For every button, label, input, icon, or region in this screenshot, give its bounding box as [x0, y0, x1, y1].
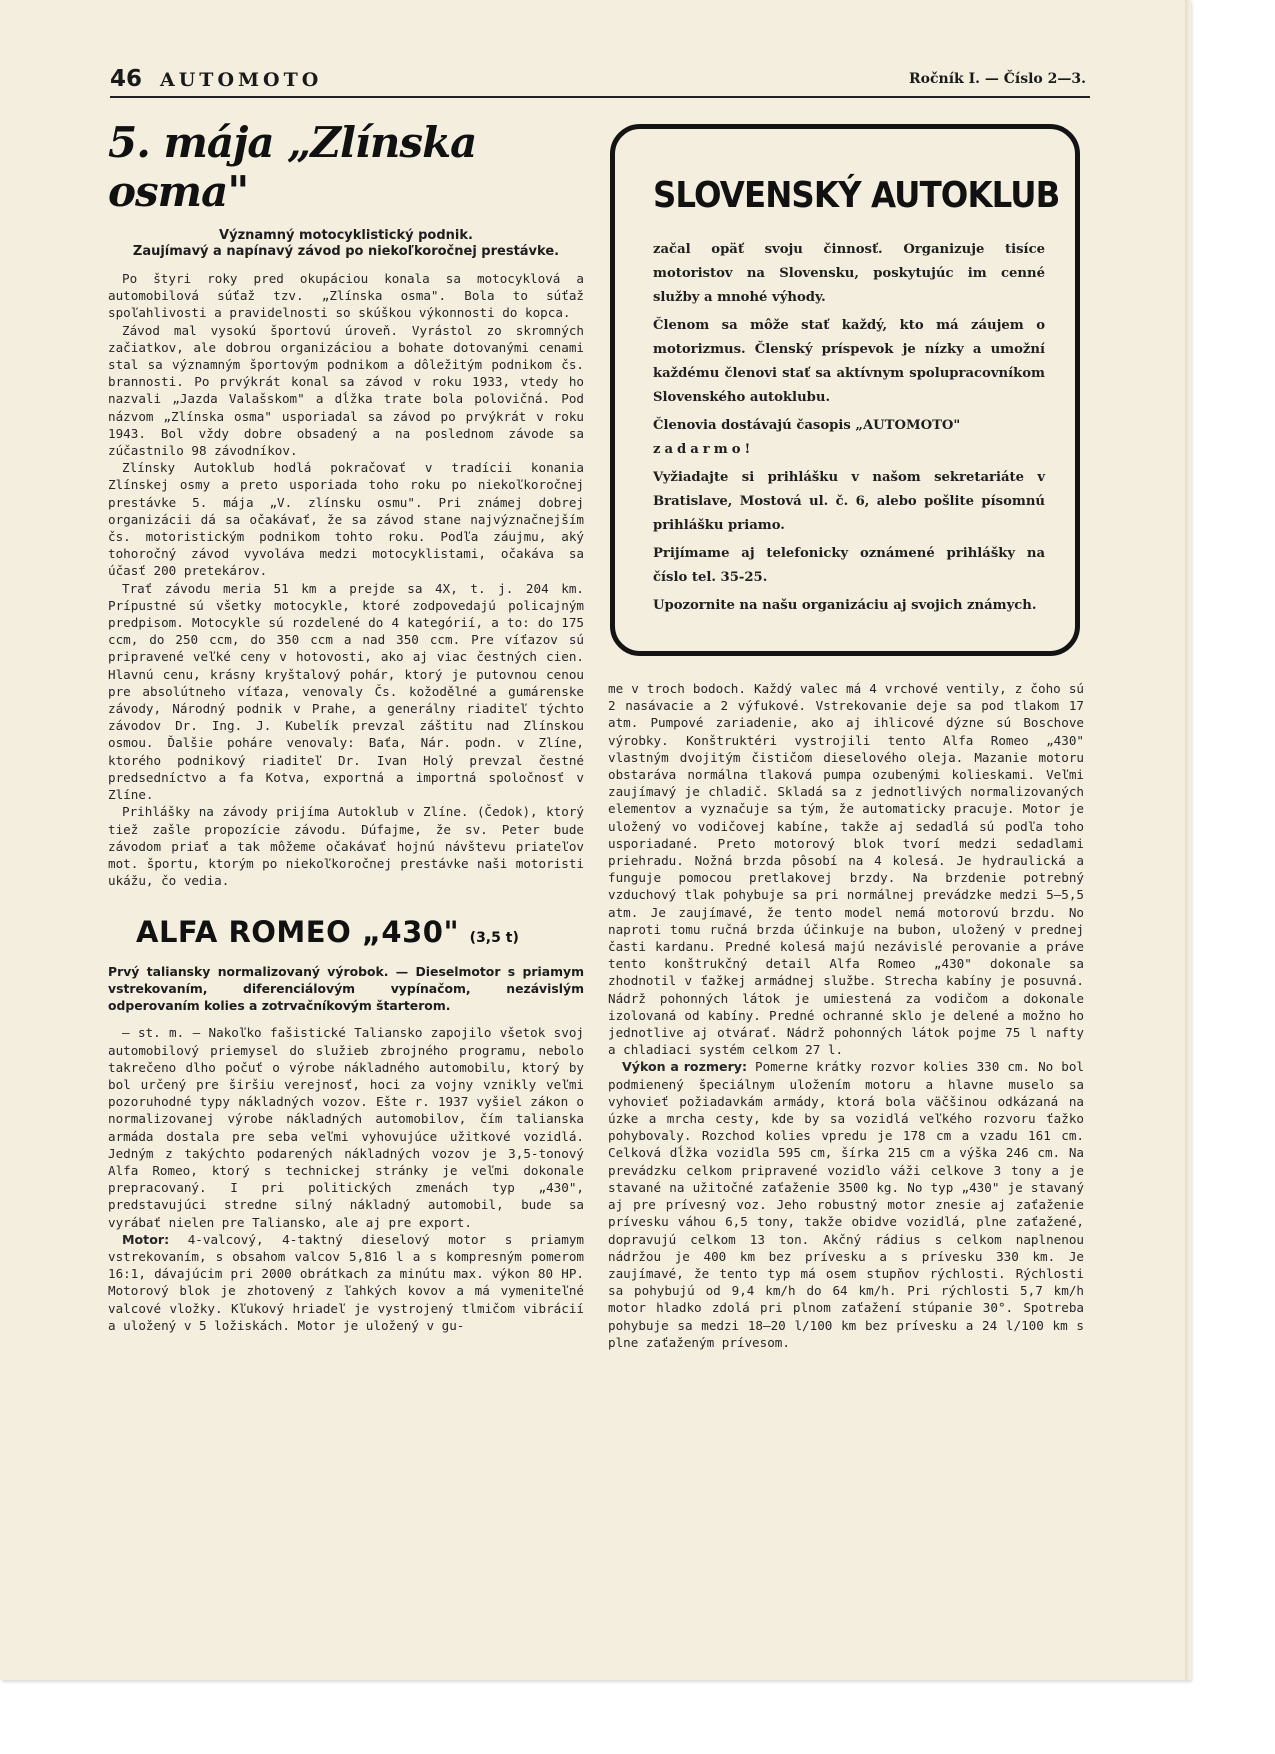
vykon-text: Pomerne krátky rozvor kolies 330 cm. No bol podmienený špeciálnym uložením motoru a hlavne muselo sa vyhovieť požiadavkám armády, ktorá bola väčšinou odkázaná na úzke a mrcha cesty, kde by sa vozidlá veľkého rozvoru ťažko pohybovaly. Rozchod kolies vpredu je 178 cm a vzadu 161 cm. Celková dĺžka vozidla 595 cm, šírka 215 cm a výška 246 cm. Na prevádzku celkom pripravené vozidlo váži celkove 3 tony a je stavané na užitočné zaťaženie 3500 kg. No typ „430" je stavaný aj pre prívesný voz. Jeho robustný motor znesie aj zaťaženie prívesku váhou 6,5 tony, takže obidve vozidlá, plne zaťažené, dopravujú celkom 13 ton. Akčný rádius s celkom naplnenou nádržou je 400 km bez prívesku a s prívesku 330 km. Je zaujímavé, že tento typ má osem stupňov rýchlosti. Rýchlosti sa pohybujú od 9,4 km/h do 64 km/h. Pri rýchlosti 5,7 km/h motor hladko zdolá pri plnom zaťažení stúpanie 30°. Spotreba pohybuje sa medzi 18—20 l/100 km bez prívesku a 24 l/100 km s plne zaťaženým prívesom.	[608, 1059, 1084, 1350]
article-paragraph: Zlínsky Autoklub hodlá pokračovať v tradícii konania Zlínskej osmy a preto usporiada toho roku po niekoľkoročnej prestávke 5. mája „V. zlínsku osmu". Pri známej dobrej organizácii dá sa očakávať, že sa závod stane najvýznačnejším čs. motoristickým podnikom tohto roku. Podľa záujmu, aký tohoročný závod vyvoláva medzi motocyklistami, očakáva sa účasť 200 pretekárov.	[108, 460, 584, 579]
article-paragraph: — st. m. — Nakoľko fašistické Taliansko zapojilo všetok svoj automobilový priemysel do služieb zbrojného programu, nebolo takrečeno dlho počuť o výrobe nákladného automobilu, ktorý by bol určený pre širšiu verejnosť, hoci za vojny vznikly veľmi pozoruhodné typy nákladných vozov. Ešte r. 1937 vyšiel zákon o normalizovanej výrobe nákladných automobilov, čím talianska armáda dostala pre seba veľmi vyhovujúce užitkové vozidlá. Jedným z takýchto podarených nákladných vozov je 3,5-tonový Alfa Romeo, ktorý s technickej stránky je veľmi dokonale prepracovaný. I pri politických zmenách typ „430", predstavujúci stredne silný nákladný automobil, bude sa vyrábať nielen pre Taliansko, ale aj pre export.	[108, 1025, 584, 1230]
advert-paragraph	[653, 414, 1045, 462]
left-column	[108, 118, 584, 1334]
autoklub-advert-box	[610, 124, 1080, 656]
article-title-zlinska-osma: 5. mája „Zlínska osma"	[108, 118, 477, 216]
vykon-label: Výkon a rozmery:	[622, 1059, 748, 1075]
article-paragraph: Po štyri roky pred okupáciou konala sa motocyklová a automobilová súťaž tzv. „Zlínska osma". Bola to súťaž spoľahlivosti a pravidelnosti so skúškou výkonnosti do kopca.	[108, 271, 584, 321]
page-edge	[1185, 0, 1191, 1680]
page-header	[110, 66, 1090, 98]
alfa-romeo-title-text: ALFA ROMEO „430"	[136, 915, 460, 950]
right-column	[608, 680, 1084, 1351]
advert-paragraph: Vyžiadajte si prihlášku v našom sekretariáte v Bratislave, Mostová ul. č. 6, alebo pošlite písomnú prihlášku priamo.	[653, 470, 1045, 533]
article-title-alfa-romeo	[136, 915, 584, 949]
article-paragraph-vykon	[608, 1058, 1084, 1350]
article-subtitle-2: Zaujímavý a napínavý závod po niekoľkoročnej prestávke.	[132, 244, 560, 259]
article-paragraph: Závod mal vysokú športovú úroveň. Vyrástol zo skromných začiatkov, ale dobrou organizáciou a bohate dotovanými cenami stal sa významným športovým podnikom a dôležitým podnikom čs. brannosti. Po prvýkrát konal sa závod v roku 1933, vtedy ho nazvali „Jazda Valašskom" a dĺžka trate bola polovičná. Pod názvom „Zlínska osma" usporiadal sa závod po prvýkrát v roku 1943. Bol vždy dobre obsadený a na poslednom závode sa zúčastnilo 98 závodníkov.	[108, 322, 584, 459]
article-lead: Prvý taliansky normalizovaný výrobok. — Dieselmotor s priamym vstrekovaním, diferenciálovým vypínačom, nezávislým odperovaním kolies a zotrvačníkovým štarterom.	[108, 964, 584, 1014]
advert-free-text: zadarmo!	[653, 442, 755, 457]
motor-label: Motor:	[122, 1231, 170, 1247]
page-number: 46	[110, 66, 143, 92]
advert-paragraph: Upozornite na našu organizáciu aj svojich známych.	[653, 598, 1037, 613]
alfa-romeo-title-suffix: (3,5 t)	[469, 930, 519, 947]
article-paragraph-motor	[108, 1231, 584, 1334]
advert-title: SLOVENSKÝ AUTOKLUB	[653, 175, 1060, 216]
magazine-name: AUTOMOTO	[160, 69, 323, 91]
advert-paragraph: Členom sa môže stať každý, kto má záujem o motorizmus. Členský príspevok je nízky a umožní každému členovi stať sa aktívnym spolupracovníkom Slovenského autoklubu.	[653, 318, 1045, 405]
motor-text: 4-valcový, 4-taktný dieselový motor s priamym vstrekovaním, s obsahom valcov 5,816 l a s kompresným pomerom 16:1, dávajúcim pri 2000 obrátkach za minútu max. výkon 80 HP. Motorový blok je zhotovený z ľahkých kovov a má vymeniteľné valcové vložky. Kľukový hriadeľ je vystrojený tlmičom vibrácií a uložený v 5 ložiskách. Motor je uložený v gu-	[108, 1231, 584, 1333]
article-subtitle: Významný motocyklistický podnik.	[219, 228, 473, 243]
advert-text: Členovia dostávajú časopis „AUTOMOTO"	[653, 418, 961, 433]
advert-paragraph: začal opäť svoju činnosť. Organizuje tisíce motoristov na Slovensku, poskytujúc im cenné služby a mnohé výhody.	[653, 242, 1045, 305]
advert-paragraph: Prijímame aj telefonicky oznámené prihlášky na číslo tel. 35-25.	[653, 546, 1045, 585]
article-paragraph: Prihlášky na závody prijíma Autoklub v Zlíne. (Čedok), ktorý tiež zašle propozície závodu. Dúfajme, že sv. Peter bude závodom priať a tak môžeme očakávať hojnú návštevu priateľov mot. športu, ktorým po niekoľkoročnej prestávke naši motoristi ukážu, čo vedia.	[108, 804, 584, 889]
issue-info: Ročník I. — Číslo 2—3.	[909, 71, 1086, 87]
article-paragraph: Trať závodu meria 51 km a prejde sa 4X, t. j. 204 km. Prípustné sú všetky motocykle, ktoré zodpovedajú policajným predpisom. Motocykle sú rozdelené do 4 kategórií, a to: do 175 ccm, do 250 ccm, do 350 ccm a nad 350 ccm. Pre víťazov sú pripravené veľké ceny v hotovosti, ako aj viac čestných cien. Hlavnú cenu, krásny kryštalový pohár, ktorý je putovnou cenou pre absolútneho víťaza, venovaly Čs. kožodělné a gumárenske závody, Národný podnik v Prahe, a generálny riaditeľ týchto závodov Dr. Ing. J. Kubelík prevzal záštitu nad Zlínskou osmou. Ďalšie poháre venovaly: Baťa, Nár. podn. v Zlíne, ktorého podnikový riaditeľ Dr. Ivan Holý prevzal čestné predsedníctvo a fa Kotva, exportná a importná spoločnosť v Zlíne.	[108, 580, 584, 803]
article-paragraph-continued: me v troch bodoch. Každý valec má 4 vrchové ventily, z čoho sú 2 nasávacie a 2 výfukové. Vstrekovanie deje sa pod tlakom 17 atm. Pumpové zariadenie, ako aj ihlicové dýzne sú Boschove výrobky. Konštruktéri vystrojili tento Alfa Romeo „430" vlastným dvojitým čističom dieselového oleja. Mazanie motoru obstaráva normálna tlaková pumpa ozubenými kolieskami. Veľmi zaujímavý je chladič. Skladá sa z jednotlivých normalizovaných elementov a vyznačuje sa tým, že automaticky pracuje. Motor je uložený vo vodičovej kabíne, takže aj sedadlá sú podľa toho usporiadané. Preto motorový blok tvorí medzi sedadlami priehradu. Nožná brzda pôsobí na 4 kolesá. Je hydraulická a funguje pomocou pretlakovej brzdy. Na brzdenie potrebný vzduchový tlak pohybuje sa pri normálnej prevádzke medzi 5—5,5 atm. Je zaujímavé, že tento model nemá motorovú brzdu. No naproti tomu ručná brzda účinkuje na bubon, uložený v prednej časti kardanu. Predné kolesá majú nezávislé perovanie a práve tento konštrukčný detail Alfa Romeo „430" dokonale sa zhodnotil v ťažkej armádnej službe. Strecha kabíny je posuvná. Nádrž pohonných látok je umiestená za vodičom a dokonale izolovaná od kabíny. Predné ochranné sklo je delené a možno ho jednotlive aj otvárať. Nádrž pohonných látok pojme 75 l nafty a chladiaci systém celkom 27 l.	[608, 681, 1084, 1058]
